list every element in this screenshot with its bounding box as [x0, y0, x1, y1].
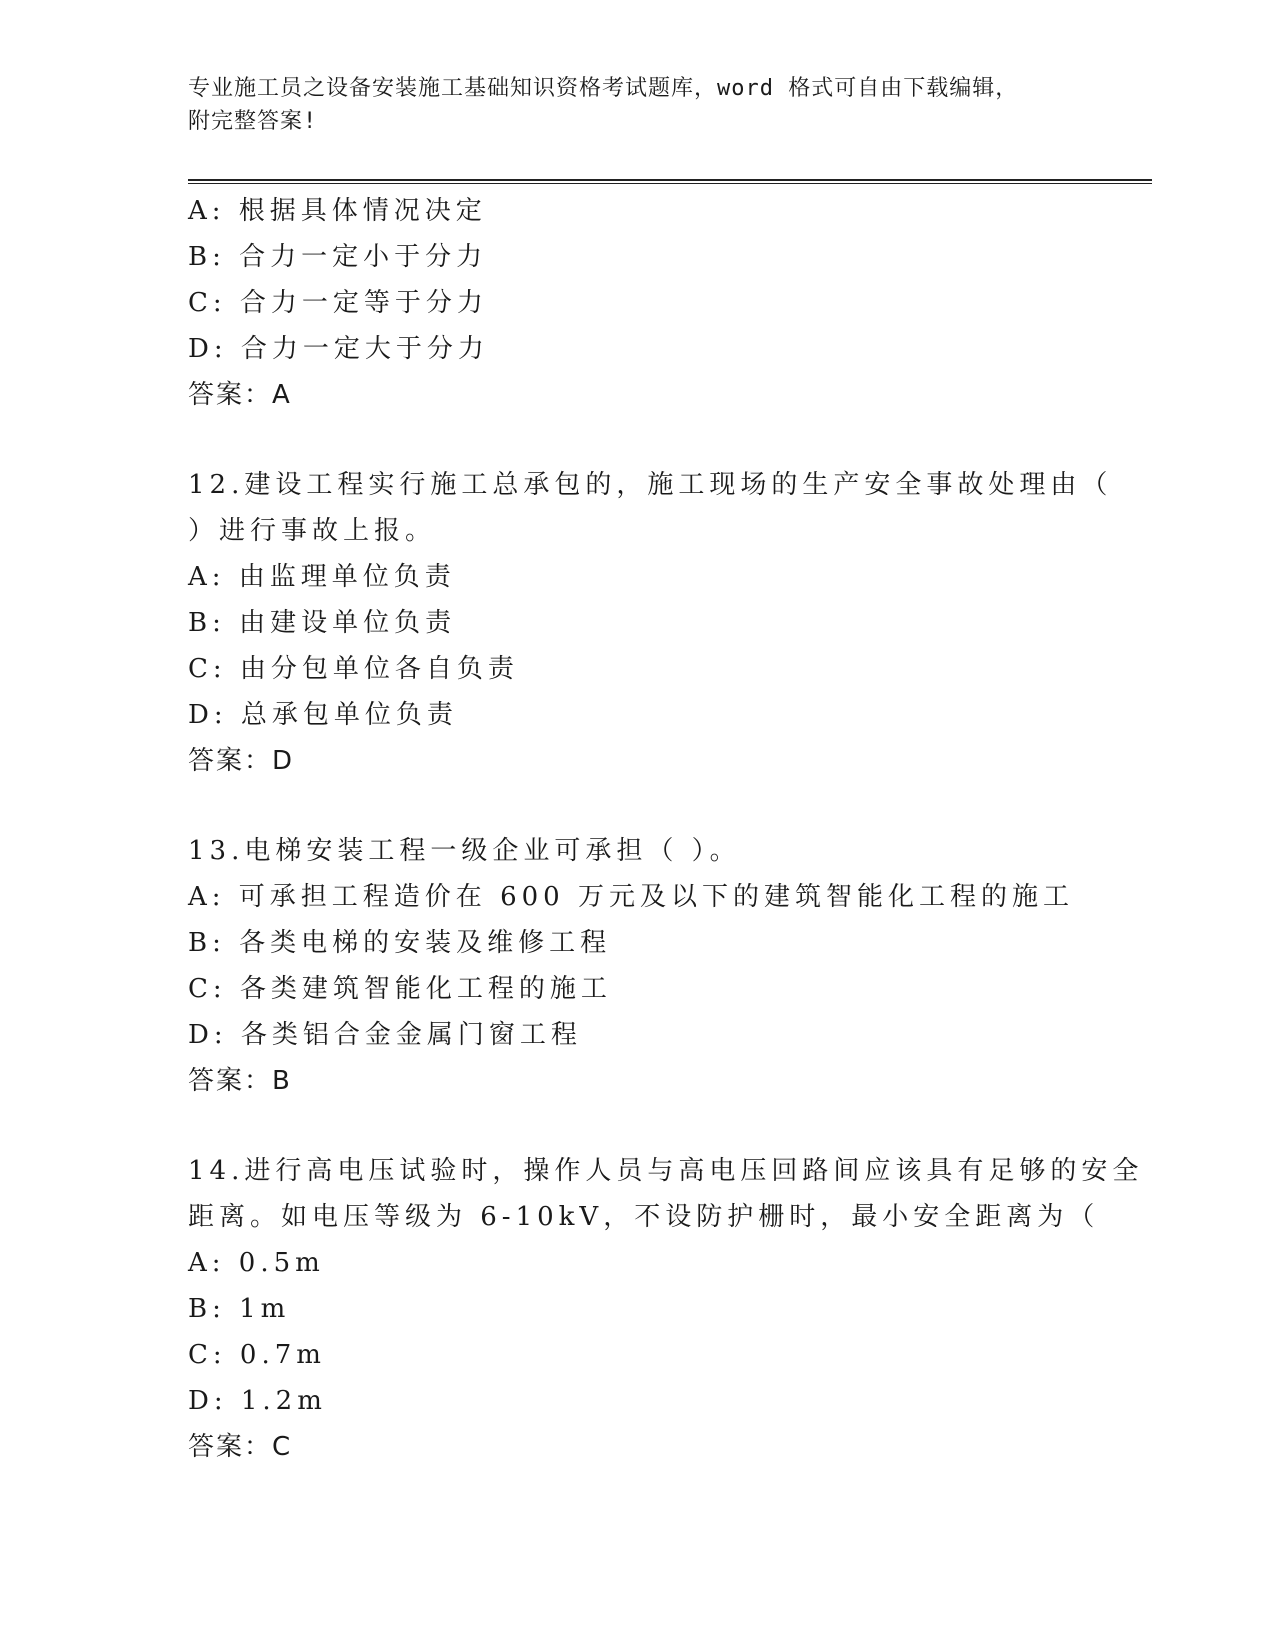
- question-13: [188, 828, 1128, 1104]
- spacer: [188, 784, 1128, 828]
- question-stem-continued: 距离。如电压等级为 6-10kV，不设防护栅时，最小安全距离为（: [188, 1202, 1100, 1232]
- question-stem: 14.进行高电压试验时，操作人员与高电压回路间应该具有足够的安全: [188, 1156, 1144, 1186]
- header-line-2: 附完整答案!: [188, 109, 318, 134]
- header-divider: [188, 179, 1152, 184]
- option-a: A: 0.5m: [188, 1248, 325, 1278]
- spacer: [188, 1104, 1128, 1148]
- question-12: [188, 462, 1128, 784]
- question-stem: 12.建设工程实行施工总承包的，施工现场的生产安全事故处理由（: [188, 470, 1113, 500]
- option-b: B: 1m: [188, 1294, 291, 1324]
- option-c: C: 合力一定等于分力: [188, 288, 488, 318]
- option-d: D: 合力一定大于分力: [188, 334, 489, 364]
- answer: 答案：A: [188, 380, 292, 410]
- question-11: [188, 188, 1128, 418]
- option-c: C: 由分包单位各自负责: [188, 654, 519, 684]
- answer: 答案：D: [188, 746, 295, 776]
- question-stem: 13.电梯安装工程一级企业可承担（ ）。: [188, 836, 741, 866]
- option-a: A: 由监理单位负责: [188, 562, 456, 592]
- question-list: [188, 188, 1144, 1470]
- option-d: D: 各类铝合金金属门窗工程: [188, 1020, 582, 1050]
- option-b: B: 由建设单位负责: [188, 608, 457, 638]
- header-line-1: 专业施工员之设备安装施工基础知识资格考试题库，word 格式可自由下载编辑，: [188, 76, 1019, 101]
- document-header: [188, 72, 1068, 138]
- option-a: A: 根据具体情况决定: [188, 196, 487, 226]
- option-d: D: 1.2m: [188, 1386, 327, 1416]
- option-a: A: 可承担工程造价在 600 万元及以下的建筑智能化工程的施工: [188, 882, 1074, 912]
- option-b: B: 合力一定小于分力: [188, 242, 488, 272]
- question-stem-continued: ）进行事故上报。: [188, 516, 437, 546]
- spacer: [188, 418, 1128, 462]
- answer: 答案：C: [188, 1432, 293, 1462]
- option-c: C: 各类建筑智能化工程的施工: [188, 974, 612, 1004]
- option-c: C: 0.7m: [188, 1340, 326, 1370]
- option-d: D: 总承包单位负责: [188, 700, 458, 730]
- answer: 答案：B: [188, 1066, 292, 1096]
- option-b: B: 各类电梯的安装及维修工程: [188, 928, 612, 958]
- question-14: [188, 1148, 1144, 1470]
